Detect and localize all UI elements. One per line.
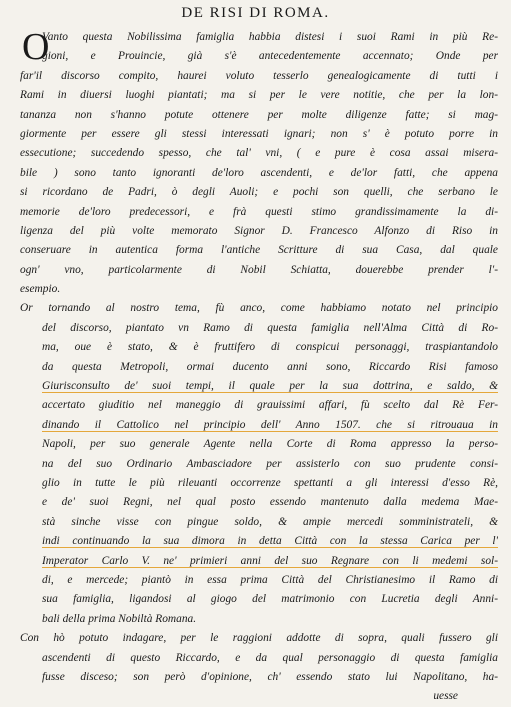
text-line: del discorso, piantato vn Ramo di questa famiglia nell'Alma Città di Ro-: [42, 321, 498, 334]
paragraph-1: [20, 28, 498, 299]
underline-mark: Giurisconsulto de' suoi tempi, il quale per la sua dottrina, e saldo, &: [42, 380, 498, 393]
text-line: memorie de'loro predecessori, e frà questi stimo grandissimamente la di-: [20, 205, 498, 218]
running-header: DE RISI DI ROMA.: [181, 5, 330, 21]
text-line: glio in tutte le più rileuanti occorrenze spettanti a gli interessi d'esso Rè,: [42, 476, 498, 489]
text-line: Con hò potuto indagare, per le raggioni addotte di sopra, quali fussero gli: [20, 632, 498, 645]
text-line: essecutione; succedendo spesso, che tal' vni, ( e pure è cosa assai misera-: [20, 147, 498, 160]
text-line-underlined: [20, 377, 498, 396]
text-line: Napoli, per suo generale Agente nella Corte di Roma appresso la perso-: [42, 438, 498, 451]
text-line: ligenza del più volte memorato Signor D. Francesco Alfonzo di Riso in: [20, 224, 498, 237]
text-line: ascendenti di questo Riccardo, e da qual personaggio di questa famiglia: [42, 651, 498, 664]
text-line: fusse disceso; son però d'opinione, ch' essendo stato lui Napolitano, ha-: [42, 670, 498, 683]
text-line: conseruare in autentica forma l'antiche Scritture di sua Casa, dal quale: [20, 244, 498, 257]
paragraph-3: [20, 629, 498, 707]
text-line: da questa Metropoli, ormai ducento anni sono, Riccardo Risi famoso: [42, 360, 498, 373]
text-line: stà sinche visse con pingue soldo, & ampie mercedi somministrateli, &: [42, 515, 498, 528]
text-line: sua famiglia, ligandosi al giogo del matrimonio con Lucretia degli Anni-: [42, 593, 498, 606]
text-line: Rami in diuersi luoghi piantati; ma si per le vere notitie, che per la lon-: [20, 89, 498, 102]
text-line-underlined: [20, 532, 498, 551]
text-line: e de' suoi Regni, nel qual posto essendo mantenuto dalla medema Mae-: [42, 496, 498, 509]
catchword: uesse: [433, 690, 458, 703]
underline-mark: Imperator Carlo V. ne' primieri anni del suo Regnare con li medemi sol-: [42, 554, 498, 567]
text-line: bali della prima Nobiltà Romana.: [42, 612, 197, 625]
text-line: gioni, e Prouincie, già s'è antecedentemente accennato; Onde per: [42, 50, 498, 63]
text-line: Or tornando al nostro tema, fù anco, come habbiamo notato nel principio: [20, 302, 498, 315]
text-line: tananza non s'hanno potute ottenere per molte diligenze fatte; si mag-: [20, 108, 498, 121]
drop-cap: O: [22, 26, 50, 68]
text-line: giormente per essere gli stessi interessati ignari; non s' è potuto porre in: [20, 127, 498, 140]
underline-mark: dinando il Cattolico nel principio dell' Anno 1507. che si ritrouaua in: [42, 418, 498, 431]
body-text: [20, 28, 498, 707]
text-line: ogn' vno, particolarmente di Nobil Schiatta, douerebbe prender l'-: [20, 263, 498, 276]
text-line: Vanto questa Nobilissima famiglia habbia distesi i suoi Rami in più Re-: [42, 31, 498, 43]
text-line: di, e mercede; piantò in essa prima Città del Christianesimo il Ramo di: [42, 573, 498, 586]
text-line: bile ) sono tanto ignoranti de'loro ascendenti, e de'lor fatti, che appena: [20, 166, 498, 179]
text-line: esempio.: [20, 283, 61, 296]
text-line: far'il discorso compito, haurei voluto tesserlo genealogicamente di tutti i: [20, 69, 498, 82]
underline-mark: indi continuando la sua dimora in detta Città con la stessa Carica per l': [42, 535, 498, 548]
text-line: na del suo Ordinario Ambasciadore per assisterlo con suo prudente consi-: [42, 457, 498, 470]
text-line: accertato giuditio nel maneggio di grauissimi affari, fù scelto dal Rè Fer-: [42, 399, 498, 412]
text-line-underlined: [20, 416, 498, 435]
text-line: si ricordano de Padri, ò degli Auoli; e pochi son quelli, che serbano le: [20, 186, 498, 199]
paragraph-2: [20, 299, 498, 629]
text-line: ma, oue è stato, & è fruttifero di conspicui personaggi, traspiantandolo: [42, 341, 498, 354]
text-line-underlined: [20, 552, 498, 571]
